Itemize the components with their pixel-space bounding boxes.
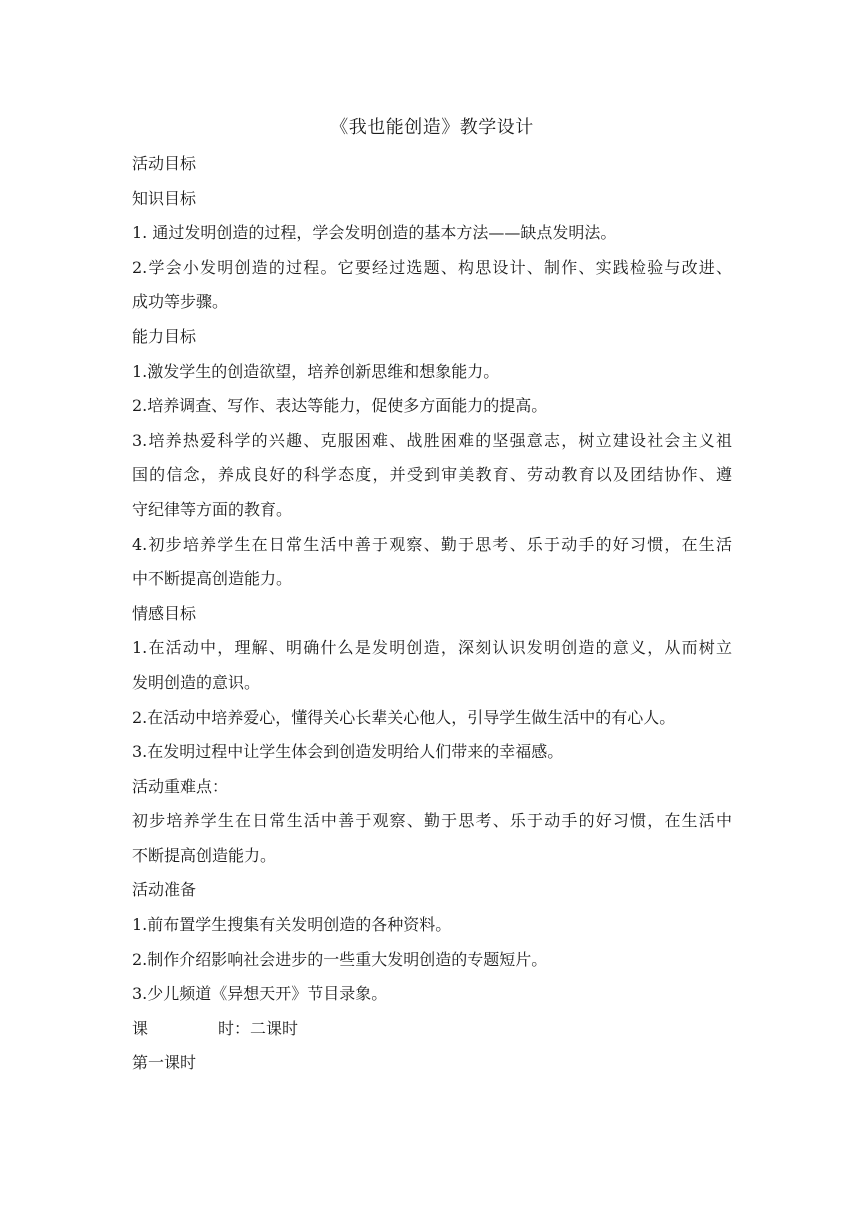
document-line: 1.前布置学生搜集有关发明创造的各种资料。	[132, 915, 452, 935]
document-line: 3.在发明过程中让学生体会到创造发明给人们带来的幸福感。	[132, 742, 564, 762]
document-line: 2.制作介绍影响社会进步的一些重大发明创造的专题短片。	[132, 949, 548, 969]
document-line: 3.培养热爱科学的兴趣、克服困难、战胜困难的坚强意志，树立建设社会主义祖	[132, 430, 732, 450]
document-line: 能力目标	[132, 326, 197, 346]
document-line: 2.在活动中培养爱心，懂得关心长辈关心他人，引导学生做生活中的有心人。	[132, 707, 676, 727]
document-line: 2.学会小发明创造的过程。它要经过选题、构思设计、制作、实践检验与改进、	[132, 257, 732, 277]
document-line: 中不断提高创造能力。	[132, 569, 293, 589]
document-line: 活动重难点：	[132, 776, 229, 796]
document-line: 1.激发学生的创造欲望，培养创新思维和想象能力。	[132, 361, 500, 381]
lesson-duration	[132, 1012, 732, 1047]
first-lesson-heading: 第一课时	[132, 1053, 197, 1073]
document-line: 2.培养调查、写作、表达等能力，促使多方面能力的提高。	[132, 396, 548, 416]
document-line: 活动准备	[132, 880, 197, 900]
document-line: 初步培养学生在日常生活中善于观察、勤于思考、乐于动手的好习惯，在生活中	[132, 811, 732, 831]
document-line: 国的信念，养成良好的科学态度，并受到审美教育、劳动教育以及团结协作、遵	[132, 465, 732, 485]
lesson-duration-label: 课	[132, 1018, 149, 1038]
document-line: 1.在活动中，理解、明确什么是发明创造，深刻认识发明创造的意义，从而树立	[132, 638, 732, 658]
document-line: 情感目标	[132, 603, 197, 623]
document-line: 活动目标	[132, 154, 197, 173]
document-line: 不断提高创造能力。	[132, 845, 277, 865]
document-page	[132, 113, 732, 1081]
document-body	[132, 147, 732, 1012]
document-line: 1. 通过发明创造的过程，学会发明创造的基本方法——缺点发明法。	[132, 223, 617, 243]
document-line: 守纪律等方面的教育。	[132, 499, 293, 519]
lesson-duration-value: 时：二课时	[218, 1018, 299, 1038]
document-line: 知识目标	[132, 188, 197, 208]
document-title: 《我也能创造》教学设计	[330, 117, 534, 138]
document-line: 成功等步骤。	[132, 292, 229, 312]
document-line: 4.初步培养学生在日常生活中善于观察、勤于思考、乐于动手的好习惯，在生活	[132, 534, 732, 554]
document-line: 发明创造的意识。	[132, 672, 261, 692]
document-line: 3.少儿频道《异想天开》节目录象。	[132, 984, 388, 1004]
